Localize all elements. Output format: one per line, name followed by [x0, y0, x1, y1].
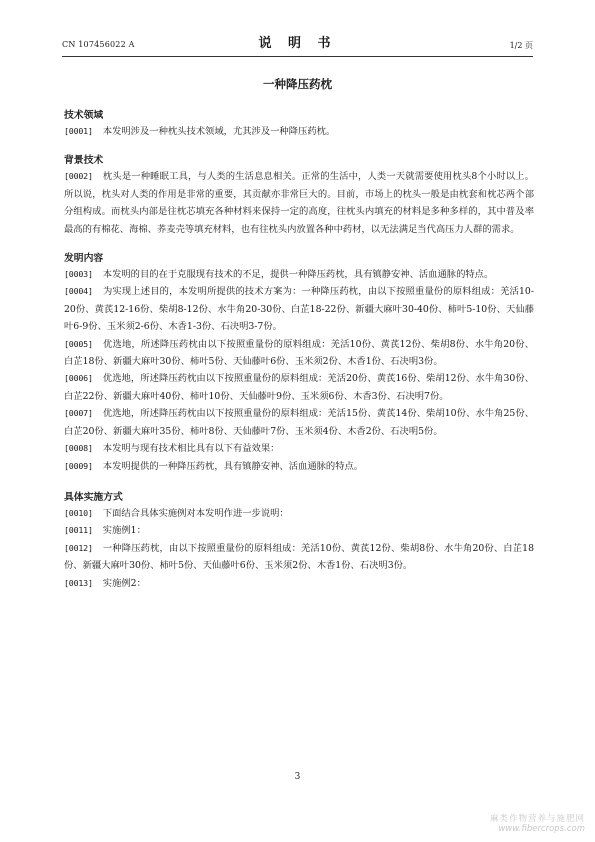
paragraph: [64, 283, 534, 335]
paragraph-number: [0002]: [64, 171, 93, 182]
paragraph: [64, 168, 534, 238]
paragraph-text: 下面结合具体实施例对本发明作进一步说明：: [102, 507, 289, 519]
paragraph-number: [0001]: [64, 126, 93, 136]
doc-type: 说 明 书: [258, 36, 337, 51]
paragraph-text: 优选地，所述降压药枕由以下按照重量份的原料组成：羌活10份、黄芪12份、柴胡8份、水牛角20份、白芷18份、新疆大麻叶30份、柿叶5份、天仙藤叶6份、玉米须2份、木香1份、石决明3份。: [64, 338, 534, 368]
doc-id: CN 107456022 A: [62, 40, 135, 49]
paragraph: [64, 336, 534, 371]
paragraph: [64, 505, 534, 522]
paragraph-number: [0010]: [64, 507, 93, 518]
section-heading: 技术领域: [64, 110, 104, 121]
paragraph-text: 本发明提供的一种降压药枕，具有镇静安神、活血通脉的特点。: [102, 460, 364, 472]
paragraph-number: [0003]: [64, 269, 93, 280]
paragraph-text: 实施例1：: [102, 525, 146, 537]
section-heading: 背景技术: [64, 155, 104, 167]
paragraph-text: 本发明的目的在于克服现有技术的不足，提供一种降压药枕，具有镇静安神、活血通脉的特点。: [102, 269, 494, 281]
paragraph: [64, 575, 534, 592]
page-header: [62, 30, 533, 56]
paragraph-text: 优选地，所述降压药枕由以下按照重量份的原料组成：羌活15份、黄芪14份、柴胡10份、水牛角25份、白芷20份、新疆大麻叶35份、柿叶8份、天仙藤叶7份、玉米须4份、木香2份、石决明5份。: [64, 408, 534, 437]
watermark-site-name: 麻类作物营养与施肥网: [489, 814, 585, 824]
document-body: [64, 108, 534, 592]
page-of: 1/2 页: [509, 41, 533, 50]
paragraph: [64, 540, 534, 575]
watermark-url: www.fibercrops.com: [498, 824, 585, 834]
paragraph: [64, 266, 534, 283]
document-title: 一种降压药枕: [263, 77, 332, 91]
paragraph: [64, 370, 534, 405]
watermark: [490, 812, 585, 834]
header-rule: [62, 56, 533, 57]
paragraph-text: 为实现上述目的，本发明所提供的技术方案为：一种降压药枕，由以下按照重量份的原料组成：羌活10-20份、黄芪12-16份、柴胡8-12份、水牛角20-30份、白芷18-22份、新疆大麻叶30-40份、柿叶5-10份、天仙藤叶6-9份、玉米须2-6份、木香1-3份、石决明3-7份。: [64, 286, 534, 333]
paragraph-number: [0012]: [64, 542, 93, 553]
paragraph-number: [0011]: [64, 525, 93, 536]
paragraph: [64, 522, 534, 539]
paragraph-number: [0007]: [64, 408, 93, 419]
section-heading: 具体实施方式: [64, 491, 123, 503]
paragraph: [64, 405, 534, 440]
section-heading: 发明内容: [64, 253, 104, 265]
paragraph-number: [0004]: [64, 286, 93, 297]
paragraph-number: [0009]: [64, 460, 93, 471]
paragraph: [64, 458, 534, 475]
paragraph: [64, 440, 534, 457]
paragraph-text: 优选地，所述降压药枕由以下按照重量份的原料组成：羌活20份、黄芪16份、柴胡12份、水牛角30份、白芷22份、新疆大麻叶40份、柿叶10份、天仙藤叶9份、玉米须6份、木香3份、石决明7份。: [64, 373, 534, 402]
page-number: 3: [294, 772, 301, 782]
paragraph-number: [0013]: [64, 577, 93, 588]
paragraph-number: [0008]: [64, 443, 93, 454]
paragraph-number: [0006]: [64, 373, 93, 384]
paragraph-text: 一种降压药枕，由以下按照重量份的原料组成：羌活10份、黄芪12份、柴胡8份、水牛角20份、白芷18份、新疆大麻叶30份、柿叶5份、天仙藤叶6份、玉米须2份、木香1份、石决明3份。: [64, 542, 534, 572]
paragraph-text: 本发明涉及一种枕头技术领域，尤其涉及一种降压药枕。: [102, 126, 336, 137]
paragraph: [64, 123, 534, 140]
paragraph-text: 枕头是一种睡眠工具，与人类的生活息息相关。正常的生活中，人类一天就需要使用枕头8个小时以上。所以说，枕头对人类的作用是非常的重要，其贡献亦非常巨大的。目前，市场上的枕头一般是由枕套和枕芯两个部分组构成。而枕头内部是往枕芯填充各种材料来保持一定的高度，往枕头内填充的材料是多种多样的，其中普及率最高的有棉花、海棉、荞麦壳等填充材料，也有往枕头内放置各种中药材，以无法满足当代高压力人群的需求。: [64, 171, 534, 235]
paragraph-number: [0005]: [64, 338, 93, 349]
paragraph-text: 实施例2：: [102, 577, 146, 589]
paragraph-text: 本发明与现有技术相比具有以下有益效果：: [102, 443, 280, 455]
